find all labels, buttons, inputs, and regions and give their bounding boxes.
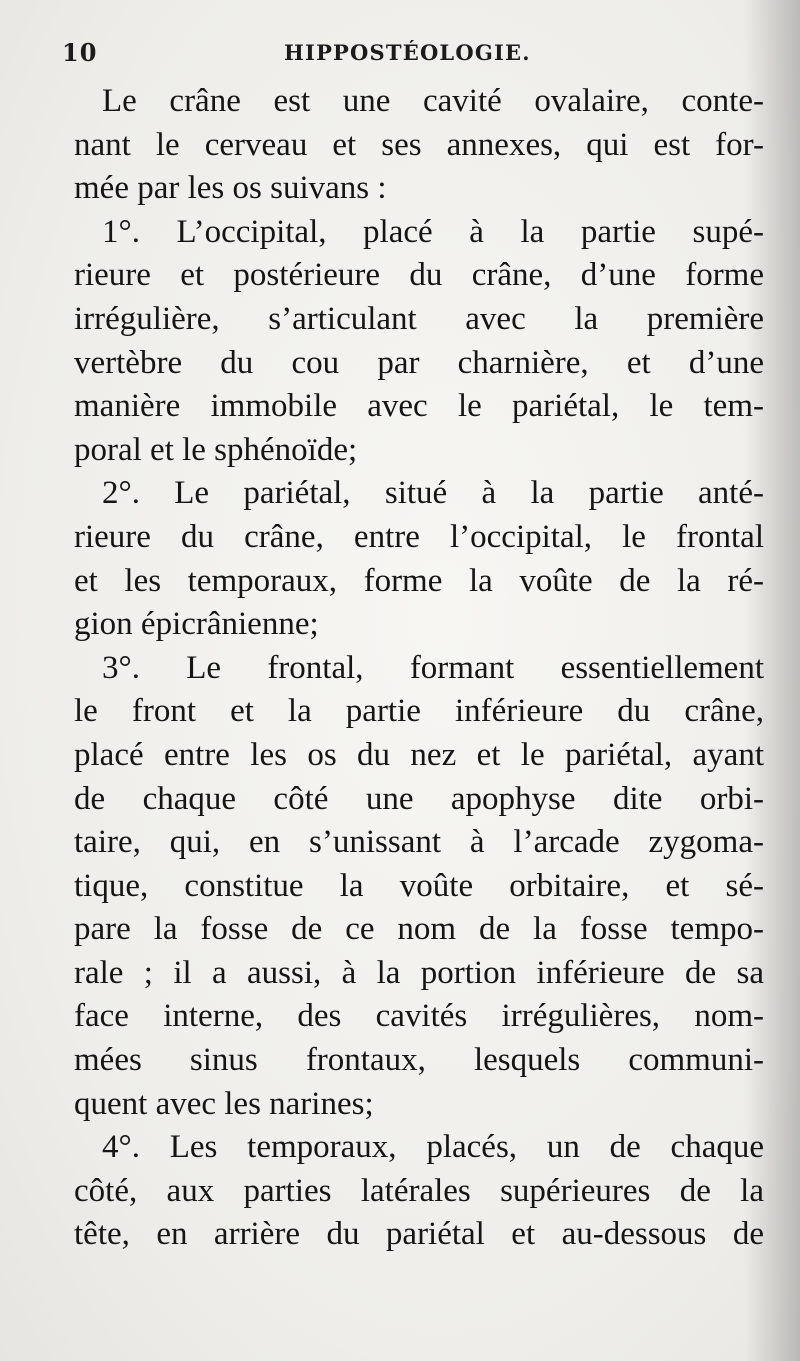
text-line: tête, en arrière du pariétal et au-dessous de	[74, 1216, 764, 1253]
text-line: face interne, des cavités irrégulières, nom-	[74, 998, 764, 1035]
text-line: nant le cerveau et ses annexes, qui est for-	[74, 126, 764, 163]
running-title: HIPPOSTÉOLOGIE.	[284, 40, 531, 65]
text-line: manière immobile avec le pariétal, le tem-	[74, 388, 764, 425]
text-line: et les temporaux, forme la voûte de la ré-	[74, 562, 764, 599]
text-line: tique, constitue la voûte orbitaire, et sé-	[74, 867, 764, 904]
text-line: vertèbre du cou par charnière, et d’une	[74, 344, 764, 381]
text-line: gion épicrânienne;	[74, 606, 319, 643]
text-line: irrégulière, s’articulant avec la première	[74, 300, 764, 337]
text-line: de chaque côté une apophyse dite orbi-	[74, 780, 764, 817]
text-line: côté, aux parties latérales supérieures de la	[74, 1172, 764, 1209]
text-line: mées sinus frontaux, lesquels communi-	[74, 1042, 764, 1079]
text-line: placé entre les os du nez et le pariétal, ayant	[74, 736, 764, 773]
text-line: taire, qui, en s’unissant à l’arcade zygoma-	[74, 824, 764, 861]
text-line: poral et le sphénoïde;	[74, 431, 358, 468]
text-line: mée par les os suivans :	[74, 170, 387, 207]
text-line: quent avec les narines;	[74, 1085, 374, 1122]
text-line: rieure et postérieure du crâne, d’une forme	[74, 257, 764, 294]
text-line: rale ; il a aussi, à la portion inférieure de sa	[74, 954, 764, 991]
text-line: 3°. Le frontal, formant essentiellement	[102, 649, 764, 686]
text-line: 1°. L’occipital, placé à la partie supé-	[102, 213, 764, 250]
text-line: 2°. Le pariétal, situé à la partie anté-	[102, 475, 764, 512]
text-line: le front et la partie inférieure du crâne,	[74, 693, 764, 730]
text-line: 4°. Les temporaux, placés, un de chaque	[102, 1129, 764, 1166]
text-line: Le crâne est une cavité ovalaire, conte-	[102, 83, 764, 119]
running-head	[62, 38, 762, 74]
page-number: 10	[62, 38, 98, 67]
body-text	[74, 80, 764, 1257]
text-line: pare la fosse de ce nom de la fosse tempo-	[74, 911, 764, 948]
text-line: rieure du crâne, entre l’occipital, le frontal	[74, 518, 764, 555]
